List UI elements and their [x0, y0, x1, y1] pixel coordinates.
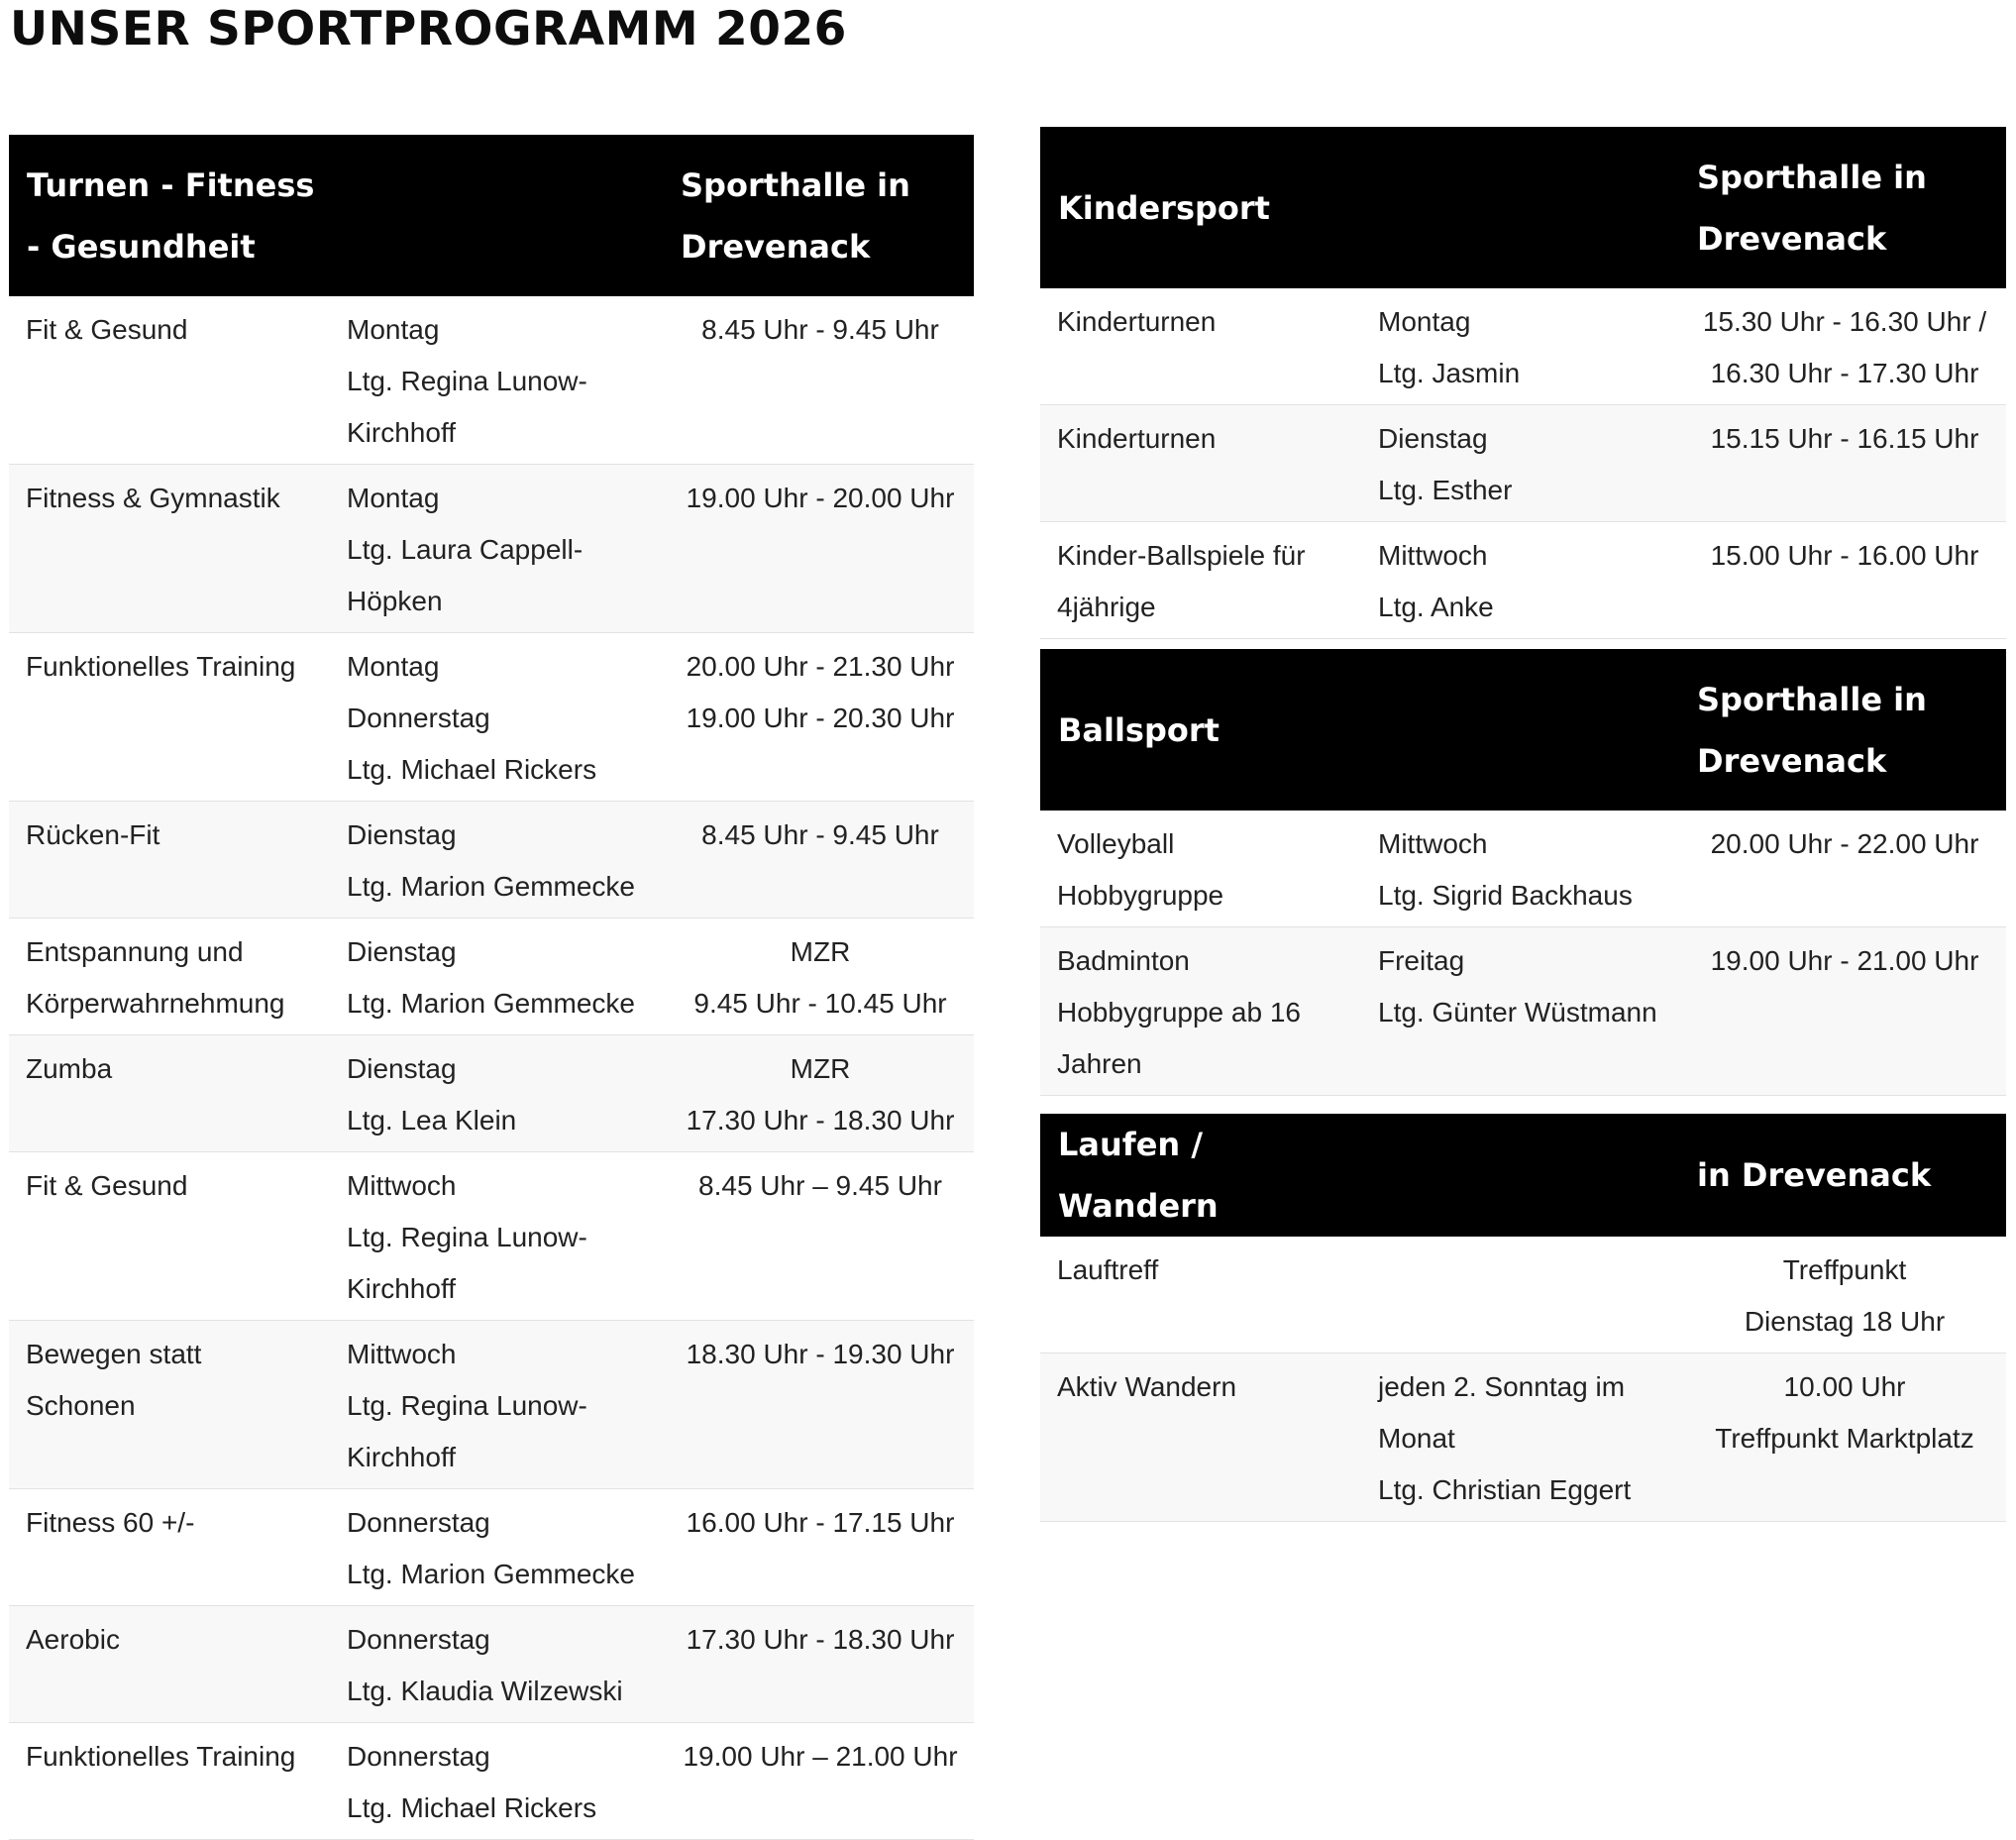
table-header-row [1040, 1114, 2006, 1237]
course-details-line: Donnerstag [347, 703, 490, 733]
course-details-line: Ltg. Marion Gemmecke [347, 988, 635, 1019]
course-time-line: 15.00 Uhr - 16.00 Uhr [1710, 540, 1979, 571]
course-name-line: Fitness 60 +/- [26, 1507, 195, 1538]
course-time-line: 19.00 Uhr - 20.00 Uhr [686, 483, 955, 513]
table-location-heading-line: Drevenack [681, 227, 871, 266]
course-details [1361, 405, 1683, 522]
course-time-line: 19.00 Uhr - 20.30 Uhr [686, 703, 955, 733]
course-details-line: Ltg. Lea Klein [347, 1105, 517, 1136]
course-time-line: 15.15 Uhr - 16.15 Uhr [1710, 423, 1979, 454]
table-turnen-fitness-gesundheit [9, 135, 974, 1840]
course-name-line: Badminton [1057, 945, 1190, 976]
course-name-line: Fit & Gesund [26, 314, 188, 345]
table-heading: Ballsport [1040, 649, 1361, 811]
course-time-line: 8.45 Uhr - 9.45 Uhr [701, 819, 939, 850]
table-location-heading-line: in Drevenack [1697, 1156, 1932, 1194]
course-time [667, 296, 974, 465]
course-details [1361, 1353, 1683, 1522]
table-row [1040, 1237, 2006, 1353]
course-time-line: 19.00 Uhr – 21.00 Uhr [683, 1741, 958, 1772]
course-details [330, 1321, 667, 1489]
course-details-line: Ltg. Marion Gemmecke [347, 1559, 635, 1589]
course-details-line: Mittwoch [1378, 540, 1488, 571]
table-heading-spacer [1361, 1114, 1683, 1237]
course-details-line: Ltg. Regina Lunow- [347, 1222, 587, 1252]
course-time [1683, 927, 2006, 1096]
table-row [1040, 522, 2006, 639]
course-name [9, 633, 330, 802]
course-time [1683, 811, 2006, 927]
course-name [9, 296, 330, 465]
course-time [1683, 522, 2006, 639]
course-details [330, 919, 667, 1035]
table-row [9, 1321, 974, 1489]
course-details-line: Freitag [1378, 945, 1465, 976]
course-time [1683, 405, 2006, 522]
table-row [9, 1723, 974, 1840]
table-heading-spacer [1361, 649, 1683, 811]
course-time [667, 802, 974, 919]
course-details-line: Kirchhoff [347, 1273, 456, 1304]
course-name-line: Zumba [26, 1053, 113, 1084]
course-time [667, 919, 974, 1035]
course-name-line: Schonen [26, 1390, 136, 1421]
course-details-line: Ltg. Michael Rickers [347, 754, 597, 785]
course-details-line: Ltg. Regina Lunow- [347, 1390, 587, 1421]
course-details-line: Ltg. Günter Wüstmann [1378, 997, 1657, 1028]
course-name-line: Lauftreff [1057, 1254, 1159, 1285]
table-row [1040, 405, 2006, 522]
course-time-line: Treffpunkt Marktplatz [1715, 1423, 1974, 1454]
course-details [1361, 288, 1683, 405]
course-details-line: Montag [1378, 306, 1471, 337]
table-header-row [9, 135, 974, 296]
course-details-line: Ltg. Christian Eggert [1378, 1474, 1632, 1505]
course-name-line: Fitness & Gymnastik [26, 483, 280, 513]
course-time-line: MZR [790, 936, 851, 967]
course-time [667, 465, 974, 633]
table-heading: Turnen - Fitness - Gesundheit [9, 135, 330, 296]
course-details [1361, 811, 1683, 927]
course-time-line: Treffpunkt [1782, 1254, 1907, 1285]
course-time [1683, 288, 2006, 405]
table-location-heading [1683, 1114, 2006, 1237]
course-name [9, 1035, 330, 1152]
course-name [9, 1723, 330, 1840]
course-details-line: Montag [347, 483, 440, 513]
table-row [9, 465, 974, 633]
course-details [1361, 927, 1683, 1096]
course-details-line: jeden 2. Sonntag im [1378, 1371, 1626, 1402]
course-details-line: Mittwoch [347, 1339, 457, 1369]
course-time-line: 18.30 Uhr - 19.30 Uhr [686, 1339, 955, 1369]
page-title: UNSER SPORTPROGRAMM 2026 [10, 2, 847, 56]
course-details [330, 296, 667, 465]
course-details-line: Höpken [347, 586, 443, 616]
course-details-line: Ltg. Jasmin [1378, 358, 1521, 388]
course-details-line: Ltg. Michael Rickers [347, 1792, 597, 1823]
course-details-line: Donnerstag [347, 1624, 490, 1655]
course-time [667, 1152, 974, 1321]
course-details [330, 802, 667, 919]
course-name-line: Funktionelles Training [26, 651, 296, 682]
table-laufen-wandern [1040, 1114, 2006, 1522]
table-row [9, 1489, 974, 1606]
table-location-heading-line: Drevenack [1697, 741, 1887, 780]
table-location-heading [1683, 127, 2006, 288]
course-details-line: Donnerstag [347, 1507, 490, 1538]
course-details-line: Donnerstag [347, 1741, 490, 1772]
table-row [1040, 811, 2006, 927]
course-time [667, 1489, 974, 1606]
course-details-line: Ltg. Laura Cappell- [347, 534, 584, 565]
course-time [667, 1035, 974, 1152]
course-name-line: Fit & Gesund [26, 1170, 188, 1201]
table-location-heading [1683, 649, 2006, 811]
course-time-line: 20.00 Uhr - 22.00 Uhr [1710, 828, 1979, 859]
course-details [330, 633, 667, 802]
course-time-line: 8.45 Uhr - 9.45 Uhr [701, 314, 939, 345]
table-ballsport [1040, 649, 2006, 1096]
course-details [330, 1035, 667, 1152]
course-details [330, 1152, 667, 1321]
course-details-line: Ltg. Regina Lunow- [347, 366, 587, 396]
course-name [1040, 522, 1361, 639]
course-details-line: Ltg. Esther [1378, 475, 1513, 505]
table-kindersport [1040, 127, 2006, 639]
course-time-line: 15.30 Uhr - 16.30 Uhr / [1702, 306, 1987, 337]
course-time-line: 16.00 Uhr - 17.15 Uhr [686, 1507, 955, 1538]
course-name [9, 1489, 330, 1606]
table-header-row [1040, 649, 2006, 811]
course-details-line: Montag [347, 314, 440, 345]
course-name-line: Körperwahrnehmung [26, 988, 285, 1019]
table-location-heading-line: Sporthalle in [1697, 680, 1927, 718]
course-name-line: Rücken-Fit [26, 819, 160, 850]
table-row [9, 1035, 974, 1152]
table-row [9, 1152, 974, 1321]
course-name [1040, 288, 1361, 405]
course-name-line: Jahren [1057, 1048, 1142, 1079]
table-location-heading-line: Sporthalle in [1697, 158, 1927, 196]
course-details-line: Ltg. Sigrid Backhaus [1378, 880, 1633, 911]
course-time [667, 1723, 974, 1840]
course-time [1683, 1353, 2006, 1522]
course-details-line: Ltg. Anke [1378, 592, 1494, 622]
course-name-line: Bewegen statt [26, 1339, 202, 1369]
course-time [667, 1321, 974, 1489]
course-details [1361, 1237, 1683, 1353]
course-name [1040, 1237, 1361, 1353]
course-time-line: 10.00 Uhr [1783, 1371, 1906, 1402]
course-time-line: MZR [790, 1053, 851, 1084]
course-details-line: Kirchhoff [347, 1442, 456, 1472]
course-details-line: Ltg. Klaudia Wilzewski [347, 1676, 623, 1706]
course-details-line: Dienstag [1378, 423, 1488, 454]
course-details-line: Kirchhoff [347, 417, 456, 448]
table-row [9, 919, 974, 1035]
course-time-line: 17.30 Uhr - 18.30 Uhr [686, 1105, 955, 1136]
course-name [1040, 405, 1361, 522]
table-row [9, 802, 974, 919]
course-details-line: Mittwoch [347, 1170, 457, 1201]
course-name-line: Kinder-Ballspiele für [1057, 540, 1306, 571]
course-name [9, 1152, 330, 1321]
course-name [9, 1606, 330, 1723]
course-name [1040, 811, 1361, 927]
course-name [1040, 927, 1361, 1096]
course-time [667, 1606, 974, 1723]
course-name [9, 919, 330, 1035]
course-name [9, 802, 330, 919]
table-row [9, 633, 974, 802]
course-name-line: Volleyball [1057, 828, 1175, 859]
course-name [9, 465, 330, 633]
course-name-line: Funktionelles Training [26, 1741, 296, 1772]
course-time [1683, 1237, 2006, 1353]
course-time-line: 9.45 Uhr - 10.45 Uhr [693, 988, 947, 1019]
course-name-line: Aerobic [26, 1624, 120, 1655]
course-details-line: Mittwoch [1378, 828, 1488, 859]
table-row [1040, 1353, 2006, 1522]
course-name-line: Entspannung und [26, 936, 244, 967]
course-details [1361, 522, 1683, 639]
course-name-line: Kinderturnen [1057, 423, 1217, 454]
course-time-line: 20.00 Uhr - 21.30 Uhr [686, 651, 955, 682]
course-details-line: Montag [347, 651, 440, 682]
course-time-line: 8.45 Uhr – 9.45 Uhr [698, 1170, 942, 1201]
course-name-line: Hobbygruppe [1057, 880, 1224, 911]
table-row [9, 296, 974, 465]
course-name-line: Hobbygruppe ab 16 [1057, 997, 1301, 1028]
course-details [330, 1723, 667, 1840]
course-details-line: Ltg. Marion Gemmecke [347, 871, 635, 902]
course-details [330, 1606, 667, 1723]
table-row [1040, 288, 2006, 405]
course-details [330, 1489, 667, 1606]
course-name-line: Kinderturnen [1057, 306, 1217, 337]
course-time-line: 16.30 Uhr - 17.30 Uhr [1710, 358, 1979, 388]
course-details-line: Monat [1378, 1423, 1455, 1454]
table-location-heading-line: Sporthalle in [681, 165, 910, 204]
course-details-line: Dienstag [347, 936, 457, 967]
table-heading: Kindersport [1040, 127, 1361, 288]
table-heading: Laufen / Wandern [1040, 1114, 1361, 1237]
course-time [667, 633, 974, 802]
table-location-heading [667, 135, 974, 296]
table-header-row [1040, 127, 2006, 288]
course-name-line: Aktiv Wandern [1057, 1371, 1237, 1402]
table-heading-spacer [1361, 127, 1683, 288]
table-row [9, 1606, 974, 1723]
course-details-line: Dienstag [347, 1053, 457, 1084]
table-location-heading-line: Drevenack [1697, 219, 1887, 258]
course-time-line: 19.00 Uhr - 21.00 Uhr [1710, 945, 1979, 976]
course-details [330, 465, 667, 633]
course-time-line: Dienstag 18 Uhr [1744, 1306, 1946, 1337]
course-time-line: 17.30 Uhr - 18.30 Uhr [686, 1624, 955, 1655]
course-name [1040, 1353, 1361, 1522]
table-row [1040, 927, 2006, 1096]
course-name-line: 4jährige [1057, 592, 1156, 622]
table-heading-spacer [330, 135, 667, 296]
course-details-line: Dienstag [347, 819, 457, 850]
course-name [9, 1321, 330, 1489]
